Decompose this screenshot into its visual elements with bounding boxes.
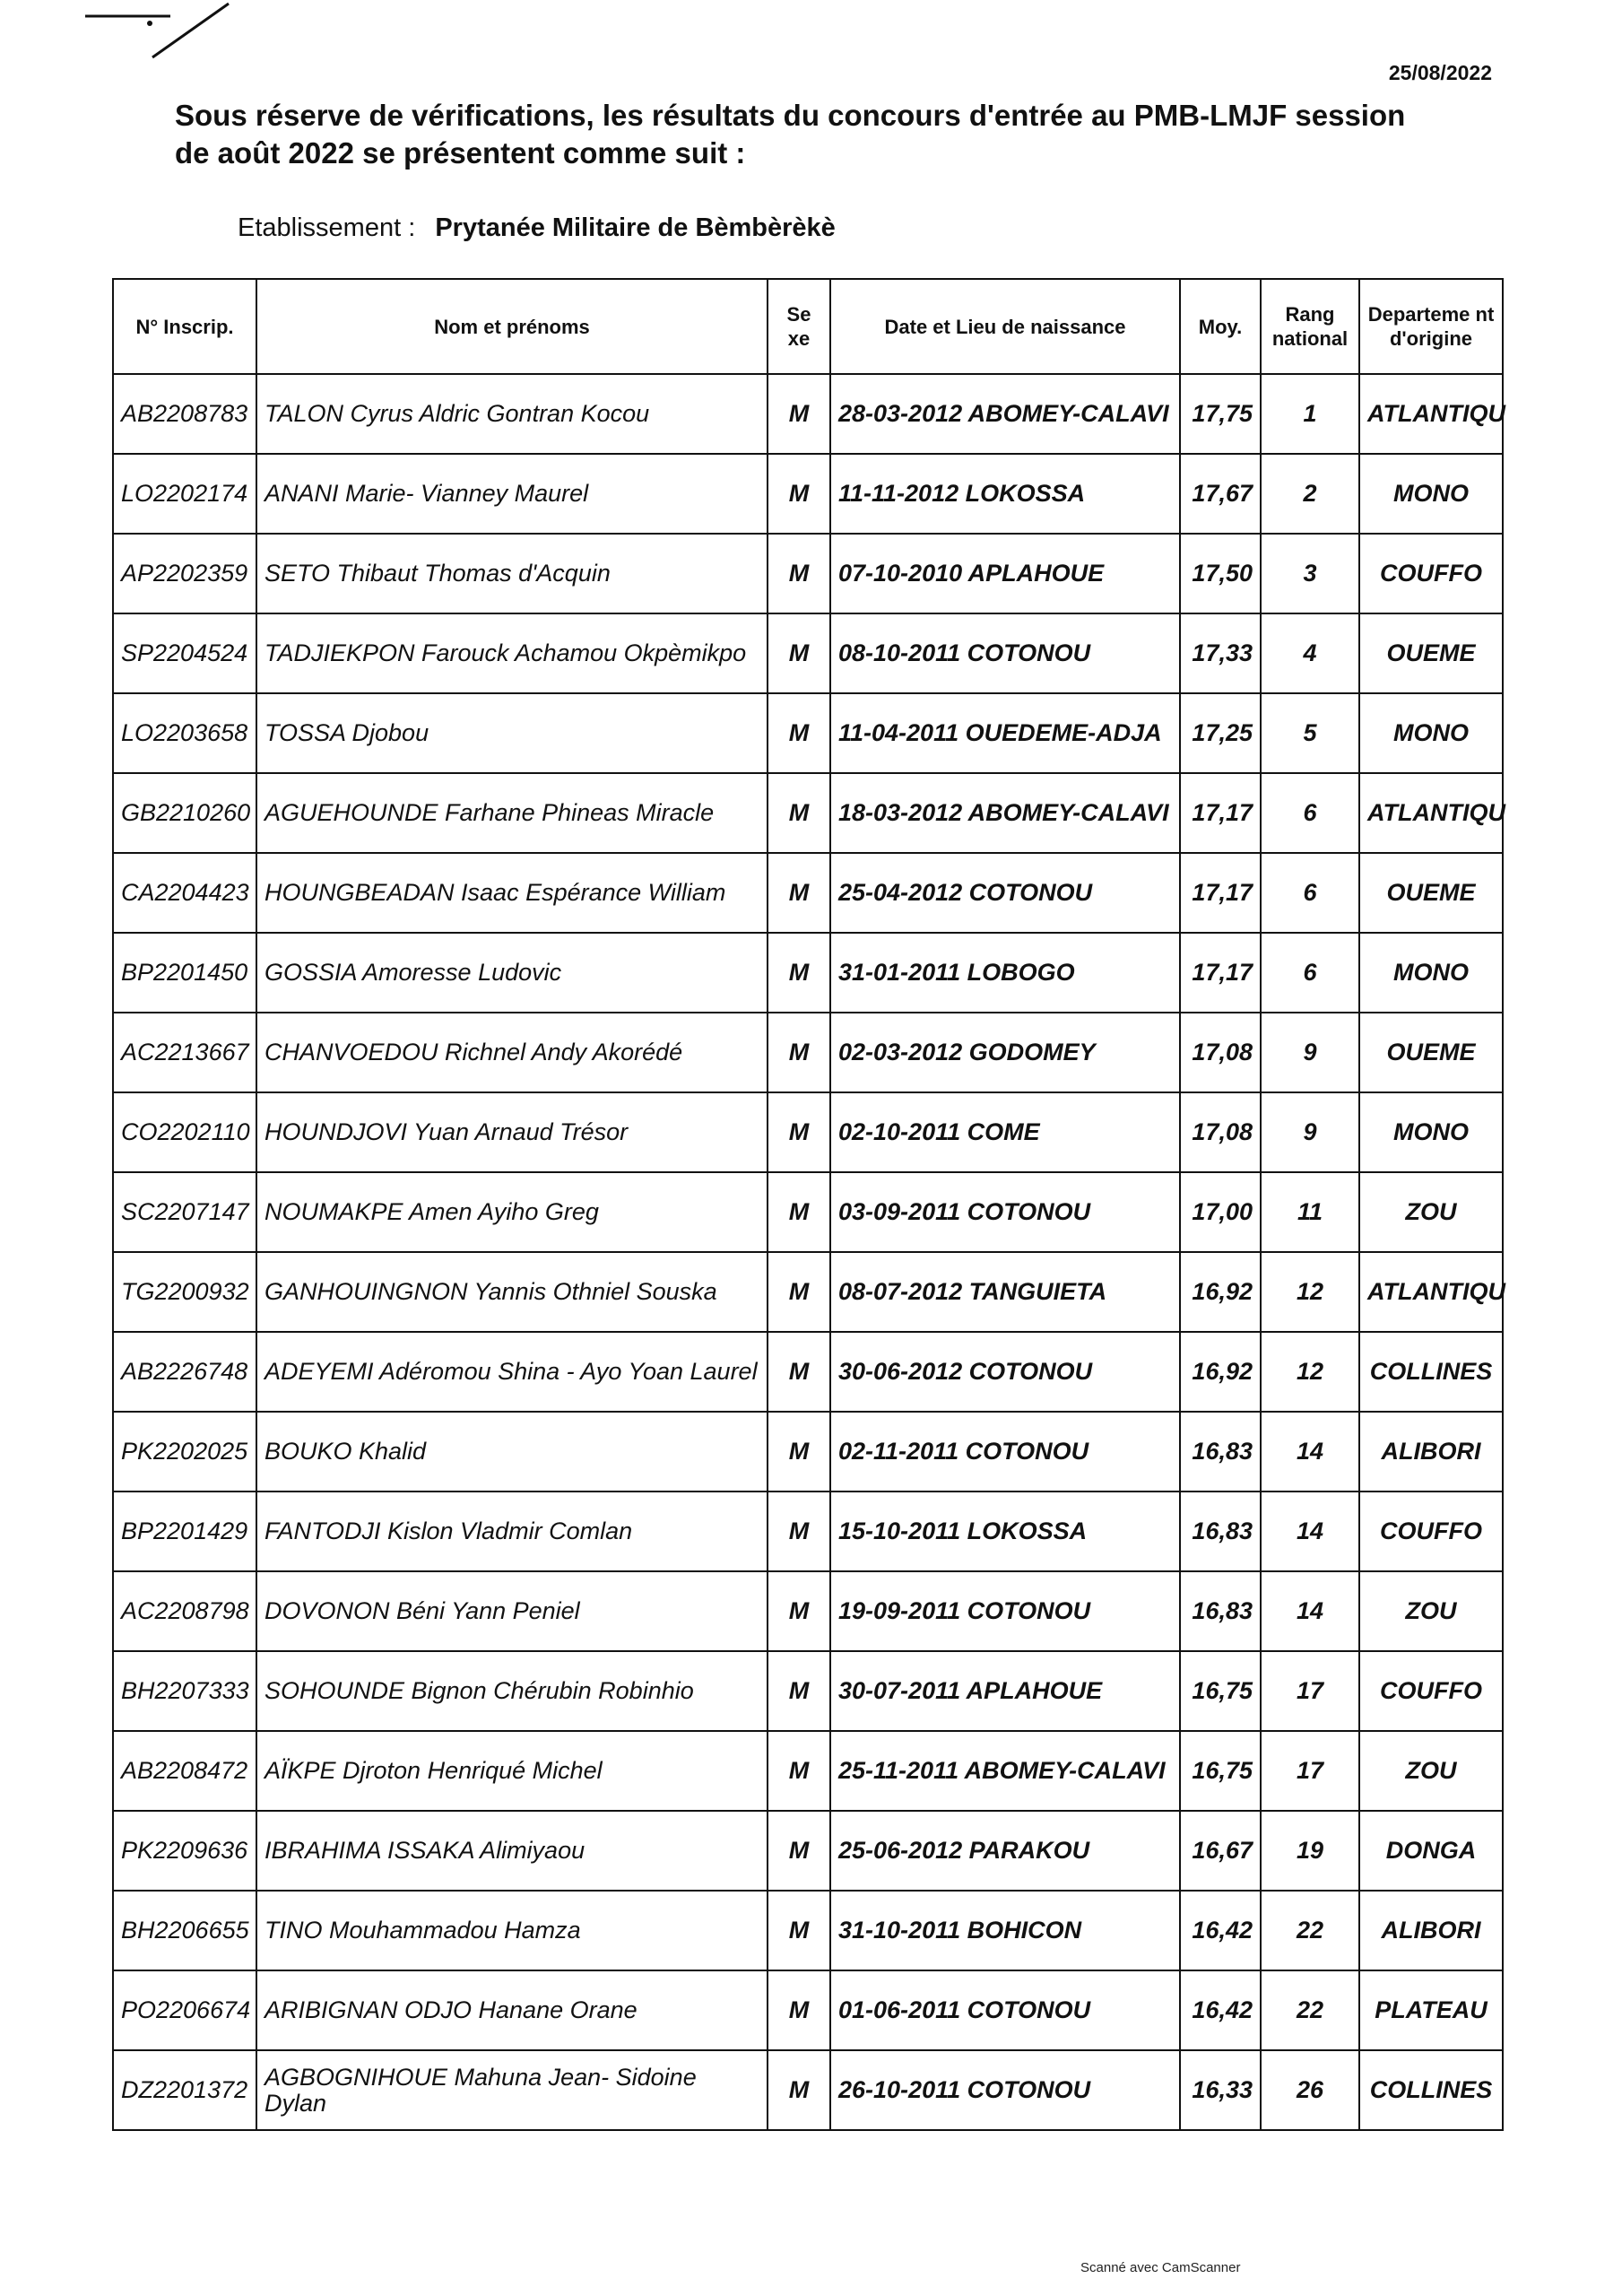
cell-department: DONGA xyxy=(1359,1811,1503,1891)
cell-average: 17,08 xyxy=(1180,1092,1261,1172)
cell-average: 16,42 xyxy=(1180,1970,1261,2050)
cell-sex: M xyxy=(768,1891,830,1970)
cell-sex: M xyxy=(768,1811,830,1891)
cell-rank: 5 xyxy=(1261,693,1359,773)
cell-department: ALIBORI xyxy=(1359,1891,1503,1970)
table-row xyxy=(113,1252,1503,1332)
cell-rank: 4 xyxy=(1261,613,1359,693)
cell-name: DOVONON Béni Yann Peniel xyxy=(256,1571,768,1651)
cell-average: 17,17 xyxy=(1180,773,1261,853)
cell-department: MONO xyxy=(1359,933,1503,1013)
cell-name: TADJIEKPON Farouck Achamou Okpèmikpo xyxy=(256,613,768,693)
cell-average: 17,33 xyxy=(1180,613,1261,693)
cell-birth: 30-06-2012 COTONOU xyxy=(830,1332,1180,1412)
cell-department: COUFFO xyxy=(1359,1651,1503,1731)
cell-average: 16,83 xyxy=(1180,1492,1261,1571)
table-row xyxy=(113,1172,1503,1252)
cell-department: ZOU xyxy=(1359,1731,1503,1811)
cell-inscription: GB2210260 xyxy=(113,773,256,853)
cell-sex: M xyxy=(768,1651,830,1731)
cell-birth: 18-03-2012 ABOMEY-CALAVI xyxy=(830,773,1180,853)
table-row xyxy=(113,1571,1503,1651)
cell-name: NOUMAKPE Amen Ayiho Greg xyxy=(256,1172,768,1252)
cell-sex: M xyxy=(768,1172,830,1252)
header-birth: Date et Lieu de naissance xyxy=(830,279,1180,374)
cell-birth: 02-03-2012 GODOMEY xyxy=(830,1013,1180,1092)
cell-inscription: SC2207147 xyxy=(113,1172,256,1252)
cell-name: HOUNGBEADAN Isaac Espérance William xyxy=(256,853,768,933)
cell-birth: 08-07-2012 TANGUIETA xyxy=(830,1252,1180,1332)
cell-name: AÏKPE Djroton Henriqué Michel xyxy=(256,1731,768,1811)
cell-name: TINO Mouhammadou Hamza xyxy=(256,1891,768,1970)
cell-inscription: BH2207333 xyxy=(113,1651,256,1731)
table-row xyxy=(113,2050,1503,2130)
cell-inscription: PO2206674 xyxy=(113,1970,256,2050)
cell-average: 17,67 xyxy=(1180,454,1261,534)
cell-name: TOSSA Djobou xyxy=(256,693,768,773)
cell-department: ALIBORI xyxy=(1359,1412,1503,1492)
cell-sex: M xyxy=(768,933,830,1013)
cell-department: ATLANTIQU xyxy=(1359,374,1503,454)
cell-average: 17,08 xyxy=(1180,1013,1261,1092)
pen-stroke-mark xyxy=(85,0,247,72)
cell-inscription: BP2201429 xyxy=(113,1492,256,1571)
cell-rank: 2 xyxy=(1261,454,1359,534)
cell-name: GANHOUINGNON Yannis Othniel Souska xyxy=(256,1252,768,1332)
document-date: 25/08/2022 xyxy=(1388,61,1492,84)
cell-inscription: SP2204524 xyxy=(113,613,256,693)
cell-average: 16,83 xyxy=(1180,1571,1261,1651)
cell-name: TALON Cyrus Aldric Gontran Kocou xyxy=(256,374,768,454)
cell-rank: 6 xyxy=(1261,773,1359,853)
cell-average: 16,83 xyxy=(1180,1412,1261,1492)
cell-sex: M xyxy=(768,613,830,693)
header-insc: N° Inscrip. xyxy=(113,279,256,374)
cell-inscription: LO2202174 xyxy=(113,454,256,534)
cell-average: 17,17 xyxy=(1180,853,1261,933)
table-row xyxy=(113,374,1503,454)
cell-sex: M xyxy=(768,1970,830,2050)
cell-department: MONO xyxy=(1359,454,1503,534)
cell-rank: 1 xyxy=(1261,374,1359,454)
cell-inscription: BP2201450 xyxy=(113,933,256,1013)
cell-birth: 31-10-2011 BOHICON xyxy=(830,1891,1180,1970)
cell-birth: 11-11-2012 LOKOSSA xyxy=(830,454,1180,534)
table-row xyxy=(113,773,1503,853)
cell-birth: 15-10-2011 LOKOSSA xyxy=(830,1492,1180,1571)
cell-name: HOUNDJOVI Yuan Arnaud Trésor xyxy=(256,1092,768,1172)
table-header-row xyxy=(113,279,1503,374)
cell-sex: M xyxy=(768,1571,830,1651)
cell-department: COUFFO xyxy=(1359,1492,1503,1571)
table-row xyxy=(113,693,1503,773)
establishment-name: Prytanée Militaire de Bèmbèrèkè xyxy=(435,213,836,242)
cell-average: 16,92 xyxy=(1180,1332,1261,1412)
cell-sex: M xyxy=(768,1412,830,1492)
results-table xyxy=(112,278,1504,2131)
cell-birth: 01-06-2011 COTONOU xyxy=(830,1970,1180,2050)
cell-rank: 14 xyxy=(1261,1492,1359,1571)
cell-inscription: AB2208472 xyxy=(113,1731,256,1811)
cell-rank: 14 xyxy=(1261,1412,1359,1492)
cell-inscription: TG2200932 xyxy=(113,1252,256,1332)
cell-average: 17,25 xyxy=(1180,693,1261,773)
cell-sex: M xyxy=(768,1492,830,1571)
table-row xyxy=(113,1731,1503,1811)
cell-department: ATLANTIQU xyxy=(1359,773,1503,853)
table-row xyxy=(113,613,1503,693)
cell-department: OUEME xyxy=(1359,853,1503,933)
table-row xyxy=(113,534,1503,613)
cell-name: FANTODJI Kislon Vladmir Comlan xyxy=(256,1492,768,1571)
cell-average: 16,33 xyxy=(1180,2050,1261,2130)
cell-rank: 6 xyxy=(1261,853,1359,933)
cell-birth: 30-07-2011 APLAHOUE xyxy=(830,1651,1180,1731)
cell-name: ANANI Marie- Vianney Maurel xyxy=(256,454,768,534)
cell-average: 16,92 xyxy=(1180,1252,1261,1332)
header-sex: Se xe xyxy=(768,279,830,374)
table-row xyxy=(113,933,1503,1013)
cell-birth: 19-09-2011 COTONOU xyxy=(830,1571,1180,1651)
cell-birth: 26-10-2011 COTONOU xyxy=(830,2050,1180,2130)
cell-birth: 08-10-2011 COTONOU xyxy=(830,613,1180,693)
cell-rank: 9 xyxy=(1261,1092,1359,1172)
header-name: Nom et prénoms xyxy=(256,279,768,374)
table-row xyxy=(113,1092,1503,1172)
cell-sex: M xyxy=(768,1013,830,1092)
cell-birth: 02-11-2011 COTONOU xyxy=(830,1412,1180,1492)
cell-sex: M xyxy=(768,1731,830,1811)
cell-rank: 3 xyxy=(1261,534,1359,613)
table-row xyxy=(113,1891,1503,1970)
cell-inscription: AB2208783 xyxy=(113,374,256,454)
cell-inscription: PK2209636 xyxy=(113,1811,256,1891)
cell-birth: 31-01-2011 LOBOGO xyxy=(830,933,1180,1013)
cell-sex: M xyxy=(768,693,830,773)
cell-rank: 14 xyxy=(1261,1571,1359,1651)
table-row xyxy=(113,1492,1503,1571)
cell-department: ZOU xyxy=(1359,1172,1503,1252)
cell-name: SOHOUNDE Bignon Chérubin Robinhio xyxy=(256,1651,768,1731)
cell-name: SETO Thibaut Thomas d'Acquin xyxy=(256,534,768,613)
cell-inscription: DZ2201372 xyxy=(113,2050,256,2130)
cell-average: 17,75 xyxy=(1180,374,1261,454)
cell-average: 16,75 xyxy=(1180,1651,1261,1731)
table-row xyxy=(113,1332,1503,1412)
cell-department: ZOU xyxy=(1359,1571,1503,1651)
cell-inscription: CA2204423 xyxy=(113,853,256,933)
cell-average: 17,50 xyxy=(1180,534,1261,613)
cell-average: 16,75 xyxy=(1180,1731,1261,1811)
cell-sex: M xyxy=(768,2050,830,2130)
cell-birth: 07-10-2010 APLAHOUE xyxy=(830,534,1180,613)
cell-name: ARIBIGNAN ODJO Hanane Orane xyxy=(256,1970,768,2050)
cell-birth: 03-09-2011 COTONOU xyxy=(830,1172,1180,1252)
cell-inscription: PK2202025 xyxy=(113,1412,256,1492)
cell-average: 16,67 xyxy=(1180,1811,1261,1891)
table-row xyxy=(113,1412,1503,1492)
cell-birth: 25-04-2012 COTONOU xyxy=(830,853,1180,933)
cell-average: 16,42 xyxy=(1180,1891,1261,1970)
table-row xyxy=(113,853,1503,933)
cell-department: ATLANTIQU xyxy=(1359,1252,1503,1332)
table-row xyxy=(113,454,1503,534)
cell-inscription: AP2202359 xyxy=(113,534,256,613)
cell-name: AGBOGNIHOUE Mahuna Jean- Sidoine Dylan xyxy=(256,2050,768,2130)
cell-rank: 19 xyxy=(1261,1811,1359,1891)
cell-rank: 9 xyxy=(1261,1013,1359,1092)
cell-rank: 17 xyxy=(1261,1651,1359,1731)
cell-name: ADEYEMI Adéromou Shina - Ayo Yoan Laurel xyxy=(256,1332,768,1412)
table-row xyxy=(113,1811,1503,1891)
cell-inscription: LO2203658 xyxy=(113,693,256,773)
table-row xyxy=(113,1970,1503,2050)
cell-sex: M xyxy=(768,1252,830,1332)
cell-birth: 25-11-2011 ABOMEY-CALAVI xyxy=(830,1731,1180,1811)
cell-inscription: AC2208798 xyxy=(113,1571,256,1651)
cell-name: IBRAHIMA ISSAKA Alimiyaou xyxy=(256,1811,768,1891)
establishment-line xyxy=(238,213,836,243)
cell-birth: 11-04-2011 OUEDEME-ADJA xyxy=(830,693,1180,773)
cell-department: OUEME xyxy=(1359,1013,1503,1092)
cell-name: CHANVOEDOU Richnel Andy Akorédé xyxy=(256,1013,768,1092)
cell-sex: M xyxy=(768,1332,830,1412)
table-row xyxy=(113,1013,1503,1092)
cell-inscription: AB2226748 xyxy=(113,1332,256,1412)
cell-sex: M xyxy=(768,374,830,454)
cell-rank: 12 xyxy=(1261,1252,1359,1332)
cell-sex: M xyxy=(768,773,830,853)
cell-average: 17,00 xyxy=(1180,1172,1261,1252)
cell-average: 17,17 xyxy=(1180,933,1261,1013)
cell-sex: M xyxy=(768,853,830,933)
document-heading: Sous réserve de vérifications, les résultats du concours d'entrée au PMB-LMJF session de août 2022 se présentent comme suit : xyxy=(175,99,1406,170)
cell-birth: 02-10-2011 COME xyxy=(830,1092,1180,1172)
cell-sex: M xyxy=(768,1092,830,1172)
cell-rank: 22 xyxy=(1261,1970,1359,2050)
cell-sex: M xyxy=(768,454,830,534)
cell-department: COLLINES xyxy=(1359,1332,1503,1412)
results-body xyxy=(113,374,1503,2130)
cell-name: BOUKO Khalid xyxy=(256,1412,768,1492)
table-row xyxy=(113,1651,1503,1731)
cell-rank: 11 xyxy=(1261,1172,1359,1252)
cell-birth: 25-06-2012 PARAKOU xyxy=(830,1811,1180,1891)
cell-rank: 12 xyxy=(1261,1332,1359,1412)
cell-inscription: BH2206655 xyxy=(113,1891,256,1970)
header-rank: Rang national xyxy=(1261,279,1359,374)
cell-department: OUEME xyxy=(1359,613,1503,693)
cell-sex: M xyxy=(768,534,830,613)
cell-department: PLATEAU xyxy=(1359,1970,1503,2050)
establishment-label: Etablissement : xyxy=(238,213,416,242)
cell-rank: 17 xyxy=(1261,1731,1359,1811)
cell-name: GOSSIA Amoresse Ludovic xyxy=(256,933,768,1013)
header-avg: Moy. xyxy=(1180,279,1261,374)
cell-inscription: AC2213667 xyxy=(113,1013,256,1092)
scanner-footer: Scanné avec CamScanner xyxy=(1080,2260,1241,2275)
cell-rank: 26 xyxy=(1261,2050,1359,2130)
cell-name: AGUEHOUNDE Farhane Phineas Miracle xyxy=(256,773,768,853)
cell-inscription: CO2202110 xyxy=(113,1092,256,1172)
cell-rank: 6 xyxy=(1261,933,1359,1013)
cell-department: MONO xyxy=(1359,1092,1503,1172)
cell-birth: 28-03-2012 ABOMEY-CALAVI xyxy=(830,374,1180,454)
header-dept: Departeme nt d'origine xyxy=(1359,279,1503,374)
cell-rank: 22 xyxy=(1261,1891,1359,1970)
cell-department: MONO xyxy=(1359,693,1503,773)
cell-department: COUFFO xyxy=(1359,534,1503,613)
cell-department: COLLINES xyxy=(1359,2050,1503,2130)
